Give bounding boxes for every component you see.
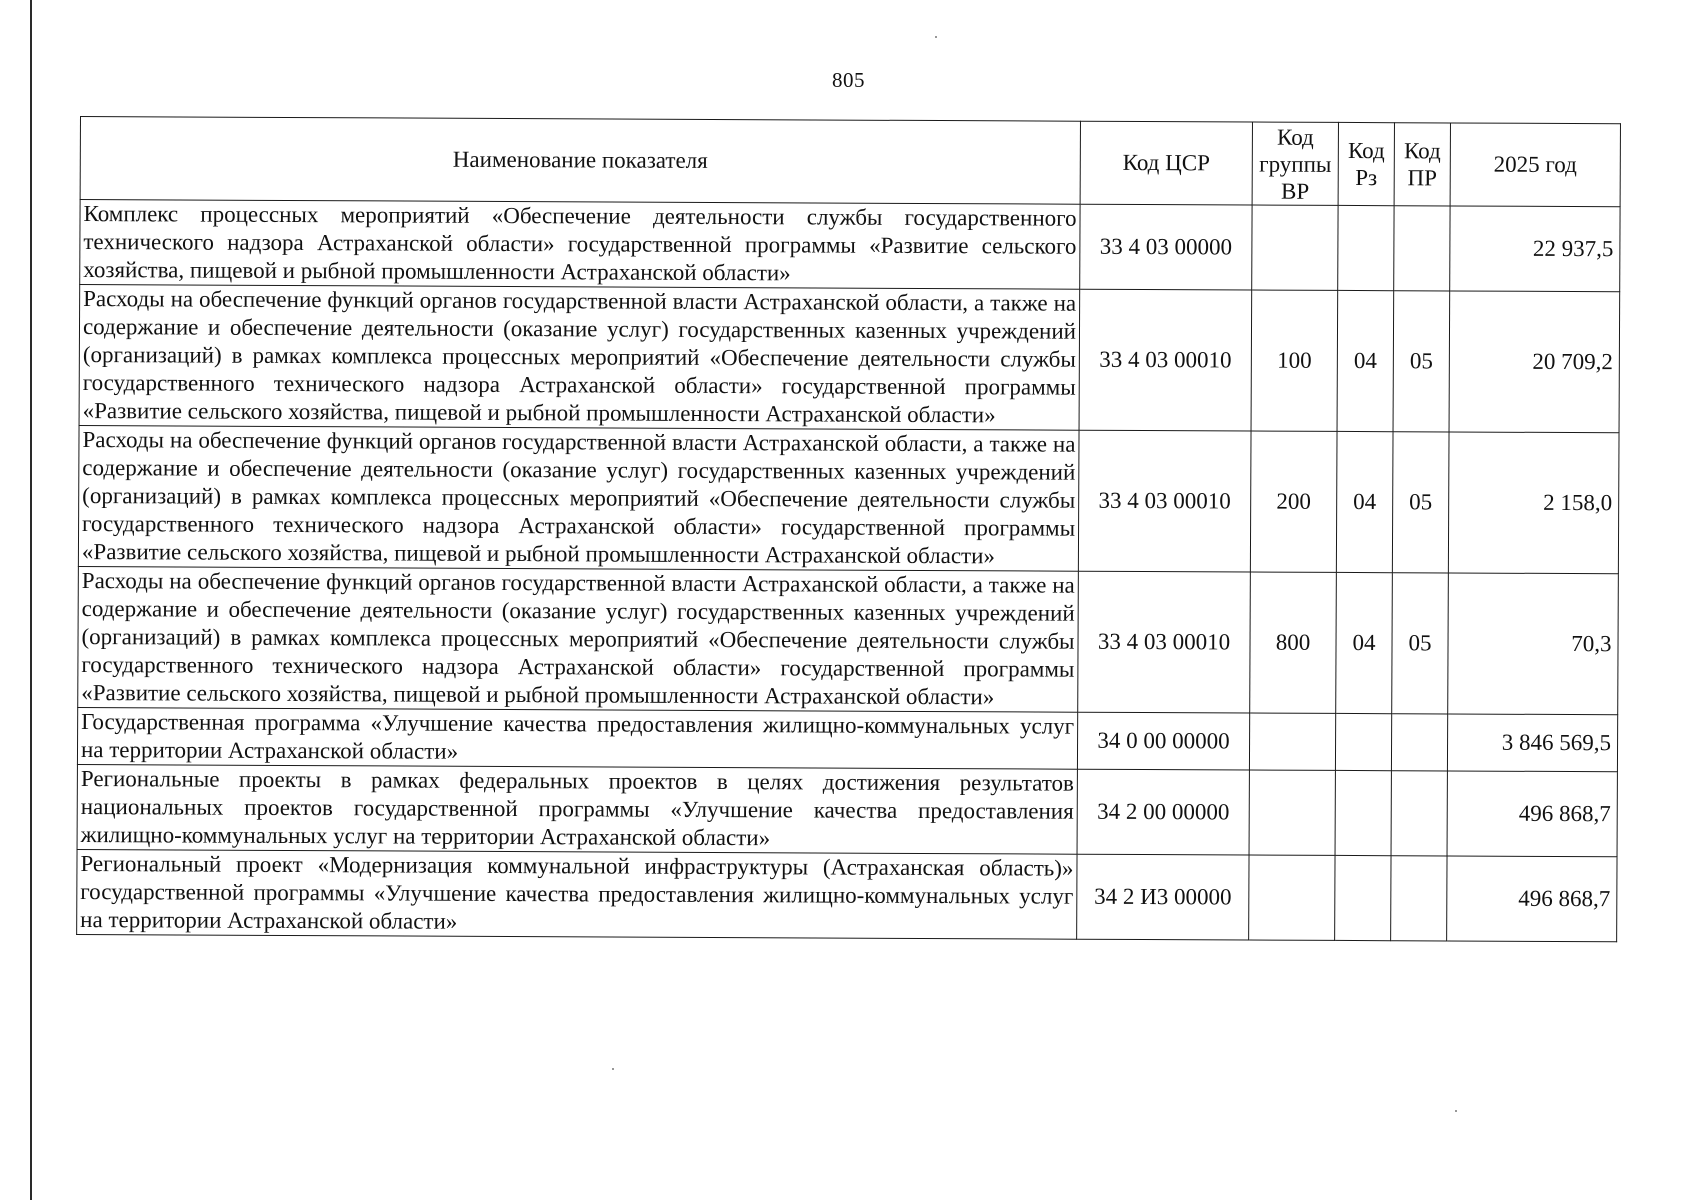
row-indicator-name: Расходы на обеспечение функций органов государственной власти Астраханской области, а также на содержание и обеспечение деятельности (оказание услуг) государственных казенных учреждений (организаций) в рамках комплекса процессных мероприятий «Обеспечение деятельности службы государственного технического надзора Астраханской области» государственной программы «Развитие сельского хозяйства, пищевой и рыбной промышленности Астраханской области» bbox=[78, 425, 1079, 571]
table-row bbox=[78, 566, 1619, 714]
table-row bbox=[78, 425, 1619, 573]
row-csr-code: 33 4 03 00010 bbox=[1078, 571, 1251, 713]
row-rz-code: 04 bbox=[1336, 572, 1393, 713]
row-amount: 496 868,7 bbox=[1447, 856, 1617, 942]
page-number: 805 bbox=[832, 68, 865, 92]
row-vr-code: 100 bbox=[1251, 290, 1338, 431]
row-csr-code: 34 2 00 00000 bbox=[1077, 769, 1249, 855]
budget-allocation-table bbox=[76, 116, 1621, 942]
row-indicator-name: Региональные проекты в рамках федеральных проектов в целях достижения результатов национальных проектов государственной программы «Улучшение качества предоставления жилищно-коммунальных услуг на территории Астраханской области» bbox=[77, 764, 1077, 854]
row-amount: 2 158,0 bbox=[1448, 432, 1619, 574]
row-rz-code bbox=[1335, 855, 1391, 940]
row-amount: 20 709,2 bbox=[1449, 291, 1620, 433]
row-amount: 496 868,7 bbox=[1447, 771, 1617, 857]
row-csr-code: 34 2 И3 00000 bbox=[1077, 854, 1249, 940]
row-amount: 70,3 bbox=[1448, 573, 1619, 715]
binding-edge-line bbox=[30, 0, 32, 1200]
table-row bbox=[80, 200, 1620, 292]
row-rz-code bbox=[1338, 205, 1394, 290]
row-pr-code: 05 bbox=[1393, 291, 1450, 432]
row-vr-code bbox=[1249, 713, 1335, 770]
row-indicator-name: Расходы на обеспечение функций органов государственной власти Астраханской области, а также на содержание и обеспечение деятельности (оказание услуг) государственных казенных учреждений (организаций) в рамках комплекса процессных мероприятий «Обеспечение деятельности службы государственного технического надзора Астраханской области» государственной программы «Развитие сельского хозяйства, пищевой и рыбной промышленности Астраханской области» bbox=[79, 285, 1080, 431]
row-indicator-name: Государственная программа «Улучшение качества предоставления жилищно-коммунальных услуг на территории Астраханской области» bbox=[77, 707, 1077, 769]
row-vr-code bbox=[1249, 855, 1335, 940]
scan-speck bbox=[1455, 1110, 1457, 1112]
table-row bbox=[77, 707, 1617, 771]
scan-speck bbox=[612, 1068, 614, 1070]
row-vr-code bbox=[1252, 205, 1338, 290]
header-year-2025: 2025 год bbox=[1450, 123, 1620, 207]
row-indicator-name: Расходы на обеспечение функций органов государственной власти Астраханской области, а также на содержание и обеспечение деятельности (оказание услуг) государственных казенных учреждений (организаций) в рамках комплекса процессных мероприятий «Обеспечение деятельности службы государственного технического надзора Астраханской области» государственной программы «Развитие сельского хозяйства, пищевой и рыбной промышленности Астраханской области» bbox=[78, 566, 1079, 712]
row-pr-code: 05 bbox=[1392, 432, 1449, 573]
header-indicator-name: Наименование показателя bbox=[80, 117, 1080, 205]
row-pr-code bbox=[1391, 771, 1447, 856]
header-csr-code: Код ЦСР bbox=[1080, 121, 1252, 205]
row-indicator-name: Региональный проект «Модернизация коммунальной инфраструктуры (Астраханская область)» государственной программы «Улучшение качества предоставления жилищно-коммунальных услуг на территории Астраханской области» bbox=[77, 849, 1077, 939]
row-amount: 3 846 569,5 bbox=[1447, 714, 1617, 772]
table-header-row bbox=[80, 117, 1620, 207]
row-rz-code: 04 bbox=[1337, 290, 1394, 431]
header-rz-code: Код Рз bbox=[1338, 122, 1394, 205]
row-rz-code bbox=[1335, 770, 1391, 855]
table-row bbox=[77, 764, 1617, 856]
table-row bbox=[79, 285, 1620, 433]
row-csr-code: 34 0 00 00000 bbox=[1077, 712, 1249, 770]
row-vr-code: 800 bbox=[1250, 572, 1337, 713]
header-pr-code: Код ПР bbox=[1394, 123, 1450, 206]
row-csr-code: 33 4 03 00010 bbox=[1079, 289, 1252, 431]
row-pr-code bbox=[1391, 714, 1447, 771]
row-indicator-name: Комплекс процессных мероприятий «Обеспечение деятельности службы государственного технического надзора Астраханской области» государственной программы «Развитие сельского хозяйства, пищевой и рыбной промышленности Астраханской области» bbox=[80, 200, 1080, 290]
row-amount: 22 937,5 bbox=[1450, 206, 1620, 292]
row-vr-code: 200 bbox=[1250, 431, 1337, 572]
row-pr-code bbox=[1394, 206, 1450, 291]
row-rz-code: 04 bbox=[1336, 431, 1393, 572]
row-vr-code bbox=[1249, 770, 1335, 855]
table-row bbox=[77, 849, 1617, 941]
row-pr-code bbox=[1391, 856, 1447, 941]
row-rz-code bbox=[1335, 713, 1391, 770]
row-csr-code: 33 4 03 00000 bbox=[1080, 204, 1252, 290]
row-csr-code: 33 4 03 00010 bbox=[1078, 430, 1251, 572]
row-pr-code: 05 bbox=[1392, 573, 1449, 714]
scan-speck bbox=[935, 36, 937, 38]
header-vr-code: Код группы ВР bbox=[1252, 122, 1338, 205]
